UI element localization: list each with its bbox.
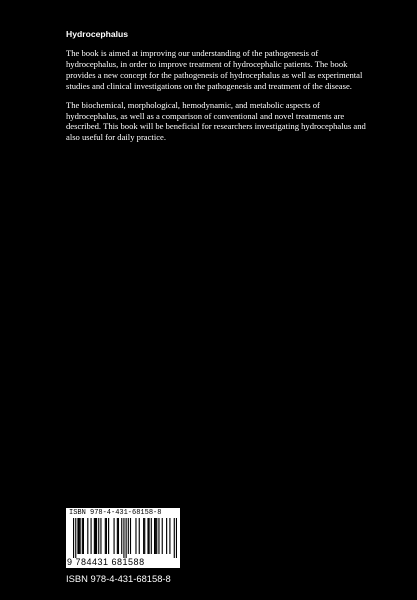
barcode-bar: [106, 518, 107, 554]
barcode-bar: [121, 518, 122, 554]
book-title: Hydrocephalus: [66, 29, 129, 39]
barcode-bar: [149, 518, 150, 554]
barcode-label: [66, 508, 180, 568]
barcode-digits: 9 784431 681588: [67, 557, 145, 567]
isbn-number: ISBN 978-4-431-68158-8: [66, 573, 171, 584]
barcode-bar: [87, 518, 88, 554]
barcode-bar: [114, 518, 115, 554]
barcode-bar: [98, 518, 99, 554]
barcode-bar: [135, 518, 136, 554]
barcode-bar: [162, 518, 163, 554]
barcode-bar: [100, 518, 101, 554]
barcode-bar: [80, 518, 81, 554]
barcode-bar: [156, 518, 157, 554]
barcode-bar: [94, 518, 95, 554]
barcode-bar: [154, 518, 155, 554]
barcode-bar: [176, 518, 177, 558]
barcode-bar: [151, 518, 152, 554]
barcode-bar: [91, 518, 92, 554]
barcode-bar: [75, 518, 76, 558]
barcode-bar: [96, 518, 97, 554]
back-cover-text: [66, 29, 366, 151]
barcode-bar: [126, 518, 127, 558]
barcode-bar: [158, 518, 159, 554]
barcode-bar: [78, 518, 79, 554]
description-paragraph-2: The biochemical, morphological, hemodynamic, and metabolic aspects of hydrocephalus, as well as a comparison of conventional and novel treatments are described. This book will be beneficial for researchers investigating hydrocephalus and also useful for daily practice.: [66, 99, 366, 143]
barcode-bar: [128, 518, 129, 554]
barcode-bar: [108, 518, 109, 554]
barcode-bar: [95, 518, 96, 554]
barcode-bar: [83, 518, 84, 554]
barcode-bar: [143, 518, 144, 554]
barcode-bar: [139, 518, 140, 554]
barcode-bar: [155, 518, 156, 554]
barcode-bar: [174, 518, 175, 558]
barcode-bar: [147, 518, 148, 554]
barcode-bar: [144, 518, 145, 554]
barcode-bar: [130, 518, 131, 554]
barcode-bar: [117, 518, 118, 554]
barcode-isbn-text: ISBN 978-4-431-68158-8: [69, 509, 162, 517]
barcode-bar: [73, 518, 74, 558]
barcode-bar: [166, 518, 167, 554]
barcode-bar: [169, 518, 170, 554]
barcode-bar: [105, 518, 106, 554]
description-paragraph-1: The book is aimed at improving our understanding of the pathogenesis of hydrocephalus, in order to improve treatment of hydrocephalic patients. The book provides a new concept for the pathogenesis of hydrocephalus as well as experimental studies and clinical investigations on the pathogenesis and treatment of the disease.: [66, 48, 363, 91]
barcode-bar: [82, 518, 83, 554]
barcode-bar: [77, 518, 78, 554]
barcode-bar: [118, 518, 119, 554]
barcode-bars: [73, 518, 177, 558]
barcode-bar: [123, 518, 124, 558]
